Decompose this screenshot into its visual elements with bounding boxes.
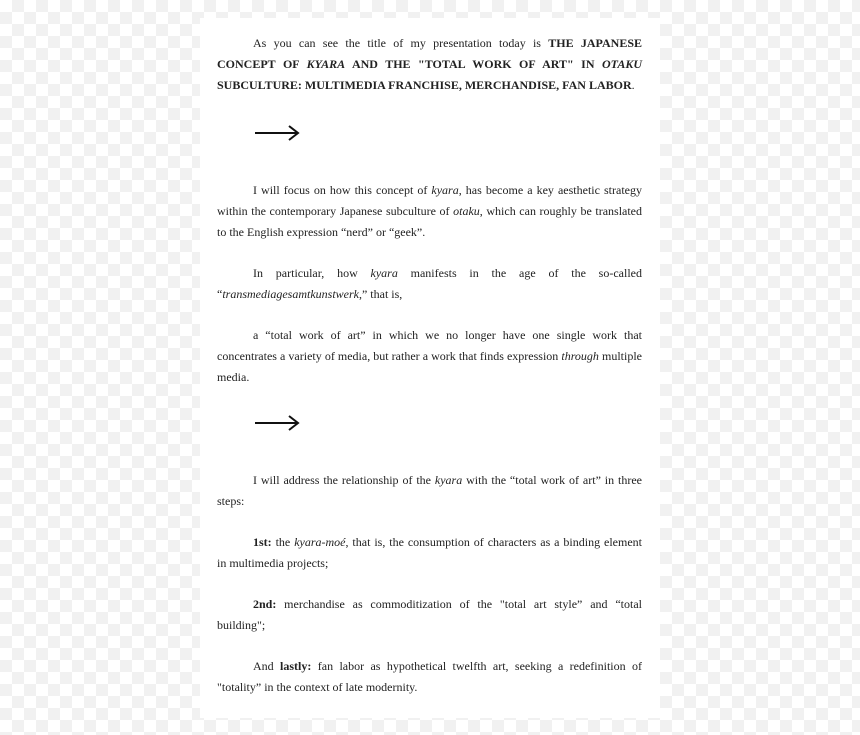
text-run: I will address the relationship of the [253, 473, 435, 487]
text-run: And [253, 659, 281, 673]
paragraph-total-work [217, 325, 642, 388]
presentation-title-part: THE JAPANESE CONCEPT OF [217, 36, 642, 71]
presentation-title-part: AND THE "TOTAL WORK OF ART" IN [345, 57, 602, 71]
text-run: I will focus on how this concept of [253, 183, 432, 197]
step-label: 1st: [253, 535, 272, 549]
presentation-title-part: SUBCULTURE: MULTIMEDIA FRANCHISE, MERCHANDISE, FAN LABOR [217, 78, 632, 92]
paragraph-particular [217, 263, 642, 305]
text-run: In particular, how [253, 266, 371, 280]
text-run: multiple media. [217, 349, 643, 384]
intro-text: As you can see the title of my presentation today is [253, 36, 549, 50]
paragraph-step-3 [217, 656, 642, 698]
presentation-title-kyara: KYARA [306, 57, 346, 71]
paragraph-step-2 [217, 594, 642, 636]
term-kyara: kyara [434, 473, 463, 487]
term-otaku: otaku [453, 204, 480, 218]
paragraph-step-1 [217, 532, 642, 574]
term-kyara-moe: kyara-moé [294, 535, 346, 549]
paragraph-steps [217, 470, 642, 512]
paragraph-focus [217, 180, 642, 243]
term-kyara: kyara [370, 266, 398, 280]
text-run: fan labor as hypothetical twelfth art, seeking a redefinition of "totality” in the context of late modernity. [217, 659, 642, 694]
text-run: , has become a key aesthetic strategy within the contemporary Japanese subculture of [217, 183, 642, 218]
right-arrow-icon [253, 123, 301, 143]
text-run: , that is, the consumption of characters as a binding element in multimedia projects; [217, 535, 642, 570]
right-arrow-icon [253, 413, 301, 433]
text-run: merchandise as commoditization of the "total art style” and “total building"; [217, 597, 642, 632]
text-run: , which can roughly be translated to the English expression “nerd” or “geek”. [217, 204, 643, 239]
text-run: a “total work of art” in which we no longer have one single work that concentrates a variety of media, but rather a work that finds expression [217, 328, 642, 363]
text-run: with the “total work of art” in three steps: [217, 473, 643, 508]
term-transmediagesamtkunstwerk: transmediagesamtkunstwerk [222, 287, 359, 301]
step-label: 2nd: [253, 597, 277, 611]
term-kyara: kyara [431, 183, 459, 197]
text-run: the [271, 535, 295, 549]
paragraph-title-intro [217, 33, 642, 96]
text-run: manifests in the age of the so-called “ [217, 266, 642, 301]
presentation-title-otaku: OTAKU [602, 57, 643, 71]
term-through: through [561, 349, 599, 363]
step-label: lastly: [280, 659, 312, 673]
text-run: ,” that is, [358, 287, 403, 301]
period: . [631, 78, 635, 92]
